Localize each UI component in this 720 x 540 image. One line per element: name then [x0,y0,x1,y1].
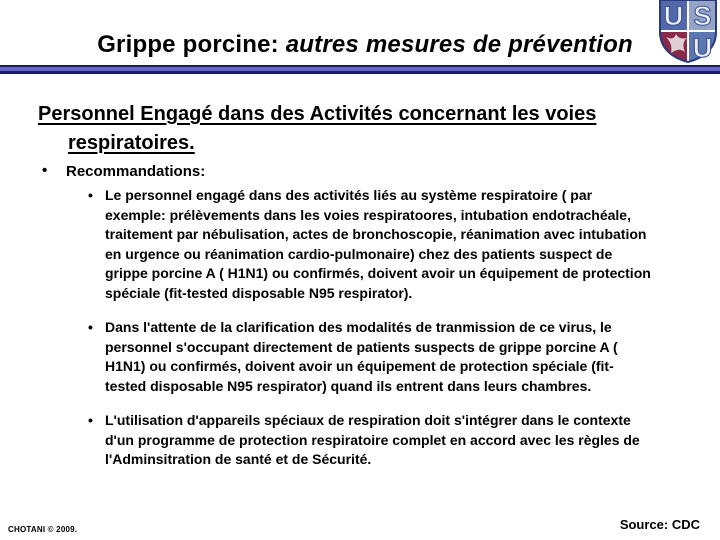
footer-credit: CHOTANI © 2009. [8,525,78,534]
slide-title-regular: Grippe porcine: [97,31,286,58]
shield-letter-s: S [693,1,712,31]
slide-title-italic: autres mesures de prévention [285,31,633,58]
shield-letter-u1: U [663,1,684,31]
title-divider-rule [0,65,720,74]
slide-title [30,31,700,59]
section-heading: Personnel Engagé dans des Activités concernant les voies respiratoires. [38,103,597,154]
bullet-item-1: • Le personnel engagé dans des activités liés au système respiratoire ( par exemple: prélèvements dans les voies respiratoores, intubation endotrachéale, traitement par nébulisation, actes de bronchoscopie, réanimation avec intubation en urgence ou réanimation cardio-pulmonaire) chez des patients suspect de grippe porcine A ( H1N1) ou confirmés, doivent avoir un équipement de protection spéciale (fit-tested disposable N95 respirator). [88,186,654,303]
bullet-item-3: • L'utilisation d'appareils spéciaux de respiration doit s'intégrer dans le contexte d'un programme de protection respiratoire complet en accord avec les règles de l'Adminsitration de santé et de Sécurité. [88,411,654,470]
bullet-list [88,186,654,485]
recommendations-bullet: • Recommandations: [40,163,205,180]
bullet-item-2: • Dans l'attente de la clarification des modalités de tranmission de ce virus, le personnel s'occupant directement de patients suspects de grippe porcine A ( H1N1) ou confirmés, doivent avoir un équipement de protection spéciale (fit-tested disposable N95 respirator) quand ils entrent dans leurs chambres. [88,318,654,396]
footer-source: Source: CDC [619,517,700,532]
shield-letter-u2: U [692,33,713,63]
